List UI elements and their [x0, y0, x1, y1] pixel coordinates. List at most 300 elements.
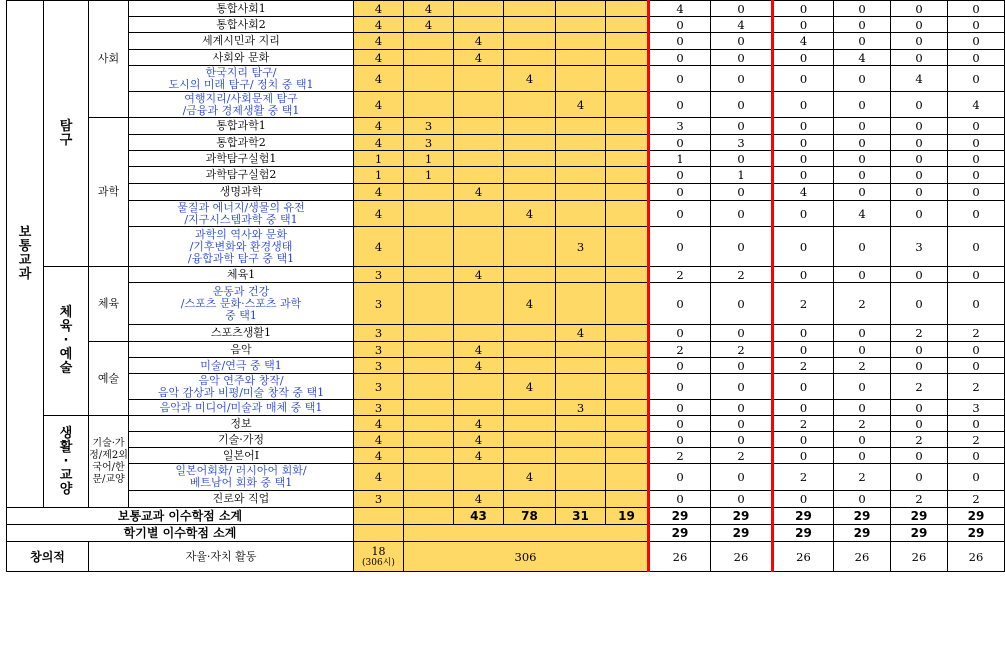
semester-total-label: 학기별 이수학점 소계: [7, 525, 354, 542]
table-row: [7, 342, 1005, 358]
grade-credit-cell: 3: [556, 400, 606, 416]
semester-credit-cell: 4: [891, 66, 948, 92]
semester-total-cell: 29: [834, 508, 891, 525]
semester-credit-cell: 0: [834, 432, 891, 448]
semester-credit-cell: 0: [834, 135, 891, 151]
grade-credit-cell: [556, 151, 606, 167]
semester-credit-cell: 0: [948, 358, 1005, 374]
grade-credit-cell: 4: [454, 342, 504, 358]
grade-credit-cell: [556, 267, 606, 283]
area-pe-arts: 체 육 · 예 술: [44, 267, 89, 416]
semester-credit-cell: 0: [649, 491, 711, 508]
semester-total-cell: 29: [891, 525, 948, 542]
grade-credit-cell: 1: [404, 167, 454, 184]
grade-credit-cell: 4: [556, 325, 606, 342]
semester-credit-cell: 0: [773, 1, 834, 17]
grade-credit-cell: [404, 374, 454, 400]
grade-credit-cell: [606, 464, 649, 491]
semester-credit-cell: 2: [649, 448, 711, 464]
semester-credit-cell: 0: [773, 167, 834, 184]
table-row: [7, 491, 1005, 508]
semester-credit-cell: 0: [948, 464, 1005, 491]
grade-credit-cell: [556, 358, 606, 374]
grade-credit-cell: 4: [454, 491, 504, 508]
grade-credit-cell: [606, 358, 649, 374]
credit-cell: 3: [354, 400, 404, 416]
grade-credit-cell: [556, 1, 606, 17]
semester-credit-cell: 1: [649, 151, 711, 167]
table-row: [7, 167, 1005, 184]
semester-credit-cell: 2: [773, 416, 834, 432]
category-general: 보 통 교 과: [7, 1, 44, 508]
grade-credit-cell: [404, 491, 454, 508]
semester-credit-cell: 0: [711, 491, 773, 508]
grade-credit-cell: 4: [454, 432, 504, 448]
grade-credit-cell: [606, 17, 649, 33]
subject-name: 음악 연주와 창작/ 음악 감상과 비평/미술 창작 중 택1: [129, 374, 354, 400]
grade-credit-cell: [504, 151, 556, 167]
grade-credit-cell: [454, 135, 504, 151]
grade-credit-cell: [556, 342, 606, 358]
grade-credit-cell: [404, 358, 454, 374]
grade-credit-cell: [606, 151, 649, 167]
table-row: [7, 118, 1005, 135]
credit-cell: 4: [354, 1, 404, 17]
semester-credit-cell: 3: [891, 227, 948, 267]
semester-credit-cell: 0: [891, 33, 948, 50]
semester-credit-cell: 2: [948, 432, 1005, 448]
grade-credit-cell: 4: [504, 201, 556, 227]
semester-total-cell: 29: [834, 525, 891, 542]
subject-name: 통합과학2: [129, 135, 354, 151]
creative-semester-cell: 26: [891, 542, 948, 572]
semester-credit-cell: 0: [649, 464, 711, 491]
grade-credit-cell: [454, 92, 504, 118]
semester-credit-cell: 0: [711, 432, 773, 448]
grade-credit-cell: [404, 33, 454, 50]
grade-credit-cell: 4: [504, 283, 556, 325]
semester-credit-cell: 2: [773, 283, 834, 325]
grade-credit-cell: [404, 342, 454, 358]
semester-credit-cell: 2: [834, 358, 891, 374]
semester-credit-cell: 0: [773, 491, 834, 508]
semester-credit-cell: 0: [834, 227, 891, 267]
area-life: 생 활 · 교 양: [44, 416, 89, 508]
creative-activity: 자율·자치 활동: [89, 542, 354, 572]
grade-credit-cell: [606, 66, 649, 92]
table-row: [7, 66, 1005, 92]
grade-credit-cell: [454, 283, 504, 325]
table-row: [7, 92, 1005, 118]
semester-credit-cell: 4: [834, 201, 891, 227]
grade-credit-cell: 3: [404, 118, 454, 135]
subject-name: 통합사회2: [129, 17, 354, 33]
semester-credit-cell: 0: [711, 283, 773, 325]
semester-credit-cell: 2: [649, 342, 711, 358]
general-total-row: [7, 508, 1005, 525]
semester-credit-cell: 0: [711, 464, 773, 491]
grade-credit-cell: [556, 135, 606, 151]
semester-credit-cell: 0: [711, 1, 773, 17]
grade-credit-cell: [606, 283, 649, 325]
semester-credit-cell: 2: [891, 432, 948, 448]
credit-cell: 4: [354, 227, 404, 267]
semester-credit-cell: 0: [834, 151, 891, 167]
credit-cell: 4: [354, 464, 404, 491]
semester-credit-cell: 0: [834, 33, 891, 50]
grade-credit-cell: [454, 464, 504, 491]
grade-credit-cell: 4: [454, 358, 504, 374]
subject-name: 과학탐구실험2: [129, 167, 354, 184]
subject-name: 기술·가정: [129, 432, 354, 448]
semester-credit-cell: 0: [773, 135, 834, 151]
grade-credit-cell: [404, 432, 454, 448]
grade-total-cell: 31: [556, 508, 606, 525]
semester-credit-cell: 2: [948, 325, 1005, 342]
semester-credit-cell: 0: [649, 50, 711, 66]
subject-name: 미술/연극 중 택1: [129, 358, 354, 374]
grade-credit-cell: [504, 184, 556, 201]
group-science: 과학: [89, 118, 129, 267]
semester-credit-cell: 0: [948, 167, 1005, 184]
semester-credit-cell: 4: [834, 50, 891, 66]
semester-credit-cell: 0: [834, 118, 891, 135]
semester-credit-cell: 2: [711, 267, 773, 283]
grade-credit-cell: [504, 342, 556, 358]
creative-hours: (306시): [362, 557, 395, 568]
semester-credit-cell: 0: [711, 33, 773, 50]
grade-credit-cell: [556, 184, 606, 201]
semester-total-cell: 29: [773, 508, 834, 525]
grade-credit-cell: [454, 167, 504, 184]
semester-credit-cell: 0: [773, 50, 834, 66]
table-row: [7, 201, 1005, 227]
grade-credit-cell: [606, 416, 649, 432]
grade-credit-cell: 1: [404, 151, 454, 167]
semester-credit-cell: 0: [948, 416, 1005, 432]
group-social: 사회: [89, 1, 129, 118]
grade-credit-cell: [556, 167, 606, 184]
semester-credit-cell: 0: [891, 151, 948, 167]
semester-credit-cell: 0: [649, 17, 711, 33]
grade-credit-cell: 4: [556, 92, 606, 118]
semester-credit-cell: 0: [834, 92, 891, 118]
grade-credit-cell: 4: [504, 374, 556, 400]
grade-credit-cell: [404, 66, 454, 92]
semester-credit-cell: 4: [711, 17, 773, 33]
subject-name: 통합과학1: [129, 118, 354, 135]
grade-total-cell: 78: [504, 508, 556, 525]
semester-credit-cell: 0: [773, 342, 834, 358]
table-row: [7, 267, 1005, 283]
semester-credit-cell: 0: [834, 448, 891, 464]
subject-name: 일본어회화/ 러시아어 회화/ 베트남어 회화 중 택1: [129, 464, 354, 491]
credit-cell: 3: [354, 374, 404, 400]
grade-credit-cell: [404, 92, 454, 118]
semester-credit-cell: 0: [834, 342, 891, 358]
grade-credit-cell: [454, 325, 504, 342]
semester-credit-cell: 0: [773, 201, 834, 227]
semester-total-cell: 29: [711, 525, 773, 542]
semester-credit-cell: 0: [891, 50, 948, 66]
grade-credit-cell: 4: [404, 17, 454, 33]
grade-credit-cell: [504, 1, 556, 17]
semester-credit-cell: 0: [649, 374, 711, 400]
semester-credit-cell: 0: [711, 92, 773, 118]
semester-credit-cell: 0: [711, 201, 773, 227]
grade-credit-cell: [504, 92, 556, 118]
semester-credit-cell: 0: [891, 358, 948, 374]
table-row: [7, 50, 1005, 66]
grade-credit-cell: [454, 400, 504, 416]
grade-total-cell: [404, 508, 454, 525]
grade-credit-cell: 4: [404, 1, 454, 17]
grade-credit-cell: [504, 267, 556, 283]
semester-credit-cell: 0: [773, 227, 834, 267]
grade-credit-cell: [504, 416, 556, 432]
semester-credit-cell: 0: [834, 491, 891, 508]
group-tech: 기술·가정/제2외국어/한문/교양: [89, 416, 129, 508]
semester-credit-cell: 0: [711, 50, 773, 66]
grade-credit-cell: 4: [504, 464, 556, 491]
credit-cell: 4: [354, 92, 404, 118]
table-row: [7, 432, 1005, 448]
grade-credit-cell: [404, 283, 454, 325]
semester-credit-cell: 0: [948, 135, 1005, 151]
credit-cell: 4: [354, 135, 404, 151]
semester-total-row: [7, 525, 1005, 542]
table-row: [7, 151, 1005, 167]
grade-credit-cell: [606, 448, 649, 464]
grade-credit-cell: [606, 184, 649, 201]
semester-credit-cell: 0: [891, 267, 948, 283]
subject-name: 정보: [129, 416, 354, 432]
grade-credit-cell: [606, 1, 649, 17]
semester-credit-cell: 0: [834, 400, 891, 416]
table-row: [7, 464, 1005, 491]
semester-credit-cell: 0: [891, 464, 948, 491]
grade-credit-cell: [454, 201, 504, 227]
subject-name: 한국지리 탐구/ 도시의 미래 탐구/ 정치 중 택1: [129, 66, 354, 92]
grade-credit-cell: [454, 374, 504, 400]
semester-credit-cell: 2: [649, 267, 711, 283]
grade-credit-cell: [504, 325, 556, 342]
subject-name: 사회와 문화: [129, 50, 354, 66]
grade-credit-cell: [504, 33, 556, 50]
grade-credit-cell: [404, 464, 454, 491]
semester-credit-cell: 0: [834, 167, 891, 184]
grade-credit-cell: [556, 416, 606, 432]
semester-credit-cell: 0: [891, 167, 948, 184]
subject-name: 진로와 직업: [129, 491, 354, 508]
grade-credit-cell: 4: [504, 66, 556, 92]
semester-credit-cell: 0: [891, 1, 948, 17]
grade-credit-cell: [504, 167, 556, 184]
semester-credit-cell: 0: [711, 184, 773, 201]
grade-credit-cell: [556, 448, 606, 464]
semester-total-cell: 29: [891, 508, 948, 525]
grade-credit-cell: [454, 118, 504, 135]
semester-credit-cell: 0: [649, 400, 711, 416]
semester-credit-cell: 0: [711, 358, 773, 374]
grade-credit-cell: [504, 227, 556, 267]
semester-credit-cell: 0: [891, 17, 948, 33]
semester-credit-cell: 4: [773, 184, 834, 201]
grade-credit-cell: [556, 374, 606, 400]
total-credit-cell: [354, 525, 404, 542]
semester-credit-cell: 0: [891, 342, 948, 358]
semester-credit-cell: 0: [649, 135, 711, 151]
grade-credit-cell: [606, 33, 649, 50]
creative-label: 창의적: [7, 542, 89, 572]
credit-cell: 1: [354, 151, 404, 167]
grade-credit-cell: [504, 17, 556, 33]
semester-credit-cell: 0: [834, 374, 891, 400]
semester-credit-cell: 0: [649, 184, 711, 201]
semester-credit-cell: 4: [649, 1, 711, 17]
semester-credit-cell: 0: [773, 66, 834, 92]
grade-credit-cell: 4: [454, 448, 504, 464]
table-row: [7, 325, 1005, 342]
grade-credit-cell: [606, 325, 649, 342]
semester-credit-cell: 0: [649, 201, 711, 227]
semester-credit-cell: 0: [948, 448, 1005, 464]
creative-credits: 18: [371, 544, 386, 558]
grade-credit-cell: [504, 50, 556, 66]
semester-credit-cell: 0: [891, 400, 948, 416]
semester-credit-cell: 0: [649, 33, 711, 50]
creative-semester-cell: 26: [834, 542, 891, 572]
grade-total-cell: 43: [454, 508, 504, 525]
grade-credit-cell: [606, 342, 649, 358]
creative-semester-cell: 26: [711, 542, 773, 572]
semester-total-cell: 29: [649, 525, 711, 542]
credit-cell: 4: [354, 50, 404, 66]
creative-credit-cell: [354, 542, 404, 572]
credit-cell: 4: [354, 201, 404, 227]
credit-cell: 3: [354, 283, 404, 325]
subject-name: 음악과 미디어/미술과 매체 중 택1: [129, 400, 354, 416]
semester-credit-cell: 0: [891, 448, 948, 464]
grade-credit-cell: [606, 50, 649, 66]
semester-credit-cell: 0: [891, 184, 948, 201]
grade-credit-cell: [606, 92, 649, 118]
grade-credit-cell: [606, 374, 649, 400]
semester-credit-cell: 0: [834, 66, 891, 92]
semester-total-cell: 29: [773, 525, 834, 542]
semester-credit-cell: 0: [773, 92, 834, 118]
table-row: [7, 17, 1005, 33]
semester-credit-cell: 0: [891, 135, 948, 151]
semester-credit-cell: 0: [773, 374, 834, 400]
credit-cell: 3: [354, 325, 404, 342]
subject-name: 세계시민과 지리: [129, 33, 354, 50]
creative-total: 306: [404, 542, 649, 572]
grade-credit-cell: 4: [454, 33, 504, 50]
table-row: [7, 400, 1005, 416]
area-inquiry: 탐 구: [44, 1, 89, 267]
semester-credit-cell: 0: [711, 151, 773, 167]
semester-credit-cell: 0: [948, 33, 1005, 50]
semester-total-cell: 29: [649, 508, 711, 525]
semester-credit-cell: 0: [948, 283, 1005, 325]
semester-credit-cell: 0: [649, 66, 711, 92]
grade-credit-cell: [556, 432, 606, 448]
semester-credit-cell: 0: [649, 416, 711, 432]
table-row: [7, 283, 1005, 325]
semester-credit-cell: 0: [773, 325, 834, 342]
grade-credit-cell: [454, 1, 504, 17]
table-row: [7, 374, 1005, 400]
credit-cell: 4: [354, 184, 404, 201]
semester-credit-cell: 0: [948, 342, 1005, 358]
grade-credit-cell: [606, 135, 649, 151]
grade-credit-cell: [504, 448, 556, 464]
semester-credit-cell: 0: [711, 325, 773, 342]
semester-credit-cell: 0: [948, 17, 1005, 33]
semester-credit-cell: 2: [891, 325, 948, 342]
grade-credit-cell: [556, 201, 606, 227]
grade-credit-cell: [556, 491, 606, 508]
semester-credit-cell: 0: [649, 325, 711, 342]
grade-credit-cell: [454, 66, 504, 92]
grade-credit-cell: 4: [454, 50, 504, 66]
grade-credit-cell: [606, 267, 649, 283]
semester-total-cell: 29: [711, 508, 773, 525]
semester-credit-cell: 0: [891, 416, 948, 432]
credit-cell: 4: [354, 448, 404, 464]
total-credit-cell: [354, 508, 404, 525]
grade-credit-cell: [556, 50, 606, 66]
grade-credit-cell: [454, 151, 504, 167]
grade-credit-cell: [606, 491, 649, 508]
grade-credit-cell: [556, 118, 606, 135]
semester-credit-cell: 2: [711, 342, 773, 358]
subject-name: 운동과 건강 /스포츠 문화·스포츠 과학 중 택1: [129, 283, 354, 325]
semester-credit-cell: 0: [834, 267, 891, 283]
grade-credit-cell: [556, 33, 606, 50]
grade-credit-cell: [404, 201, 454, 227]
semester-credit-cell: 0: [773, 151, 834, 167]
table-row: [7, 227, 1005, 267]
subject-name: 스포츠생활1: [129, 325, 354, 342]
grade-credit-cell: [404, 325, 454, 342]
semester-credit-cell: 0: [834, 325, 891, 342]
grade-credit-cell: [606, 432, 649, 448]
grade-credit-cell: [504, 432, 556, 448]
semester-credit-cell: 2: [948, 374, 1005, 400]
group-pe: 체육: [89, 267, 129, 342]
semester-credit-cell: 4: [773, 33, 834, 50]
grade-credit-cell: 4: [454, 416, 504, 432]
semester-credit-cell: 2: [773, 358, 834, 374]
grade-credit-cell: [556, 464, 606, 491]
credit-cell: 4: [354, 118, 404, 135]
semester-credit-cell: 0: [891, 118, 948, 135]
grade-credit-cell: 4: [454, 184, 504, 201]
grade-credit-cell: 3: [404, 135, 454, 151]
semester-credit-cell: 0: [649, 432, 711, 448]
grade-credit-cell: [504, 358, 556, 374]
grade-credit-cell: [606, 201, 649, 227]
semester-total-cell: 29: [948, 508, 1005, 525]
semester-credit-cell: 1: [711, 167, 773, 184]
table-row: [7, 1, 1005, 17]
semester-credit-cell: 2: [834, 464, 891, 491]
semester-credit-cell: 0: [948, 267, 1005, 283]
grade-credit-cell: [504, 135, 556, 151]
semester-credit-cell: 0: [948, 1, 1005, 17]
